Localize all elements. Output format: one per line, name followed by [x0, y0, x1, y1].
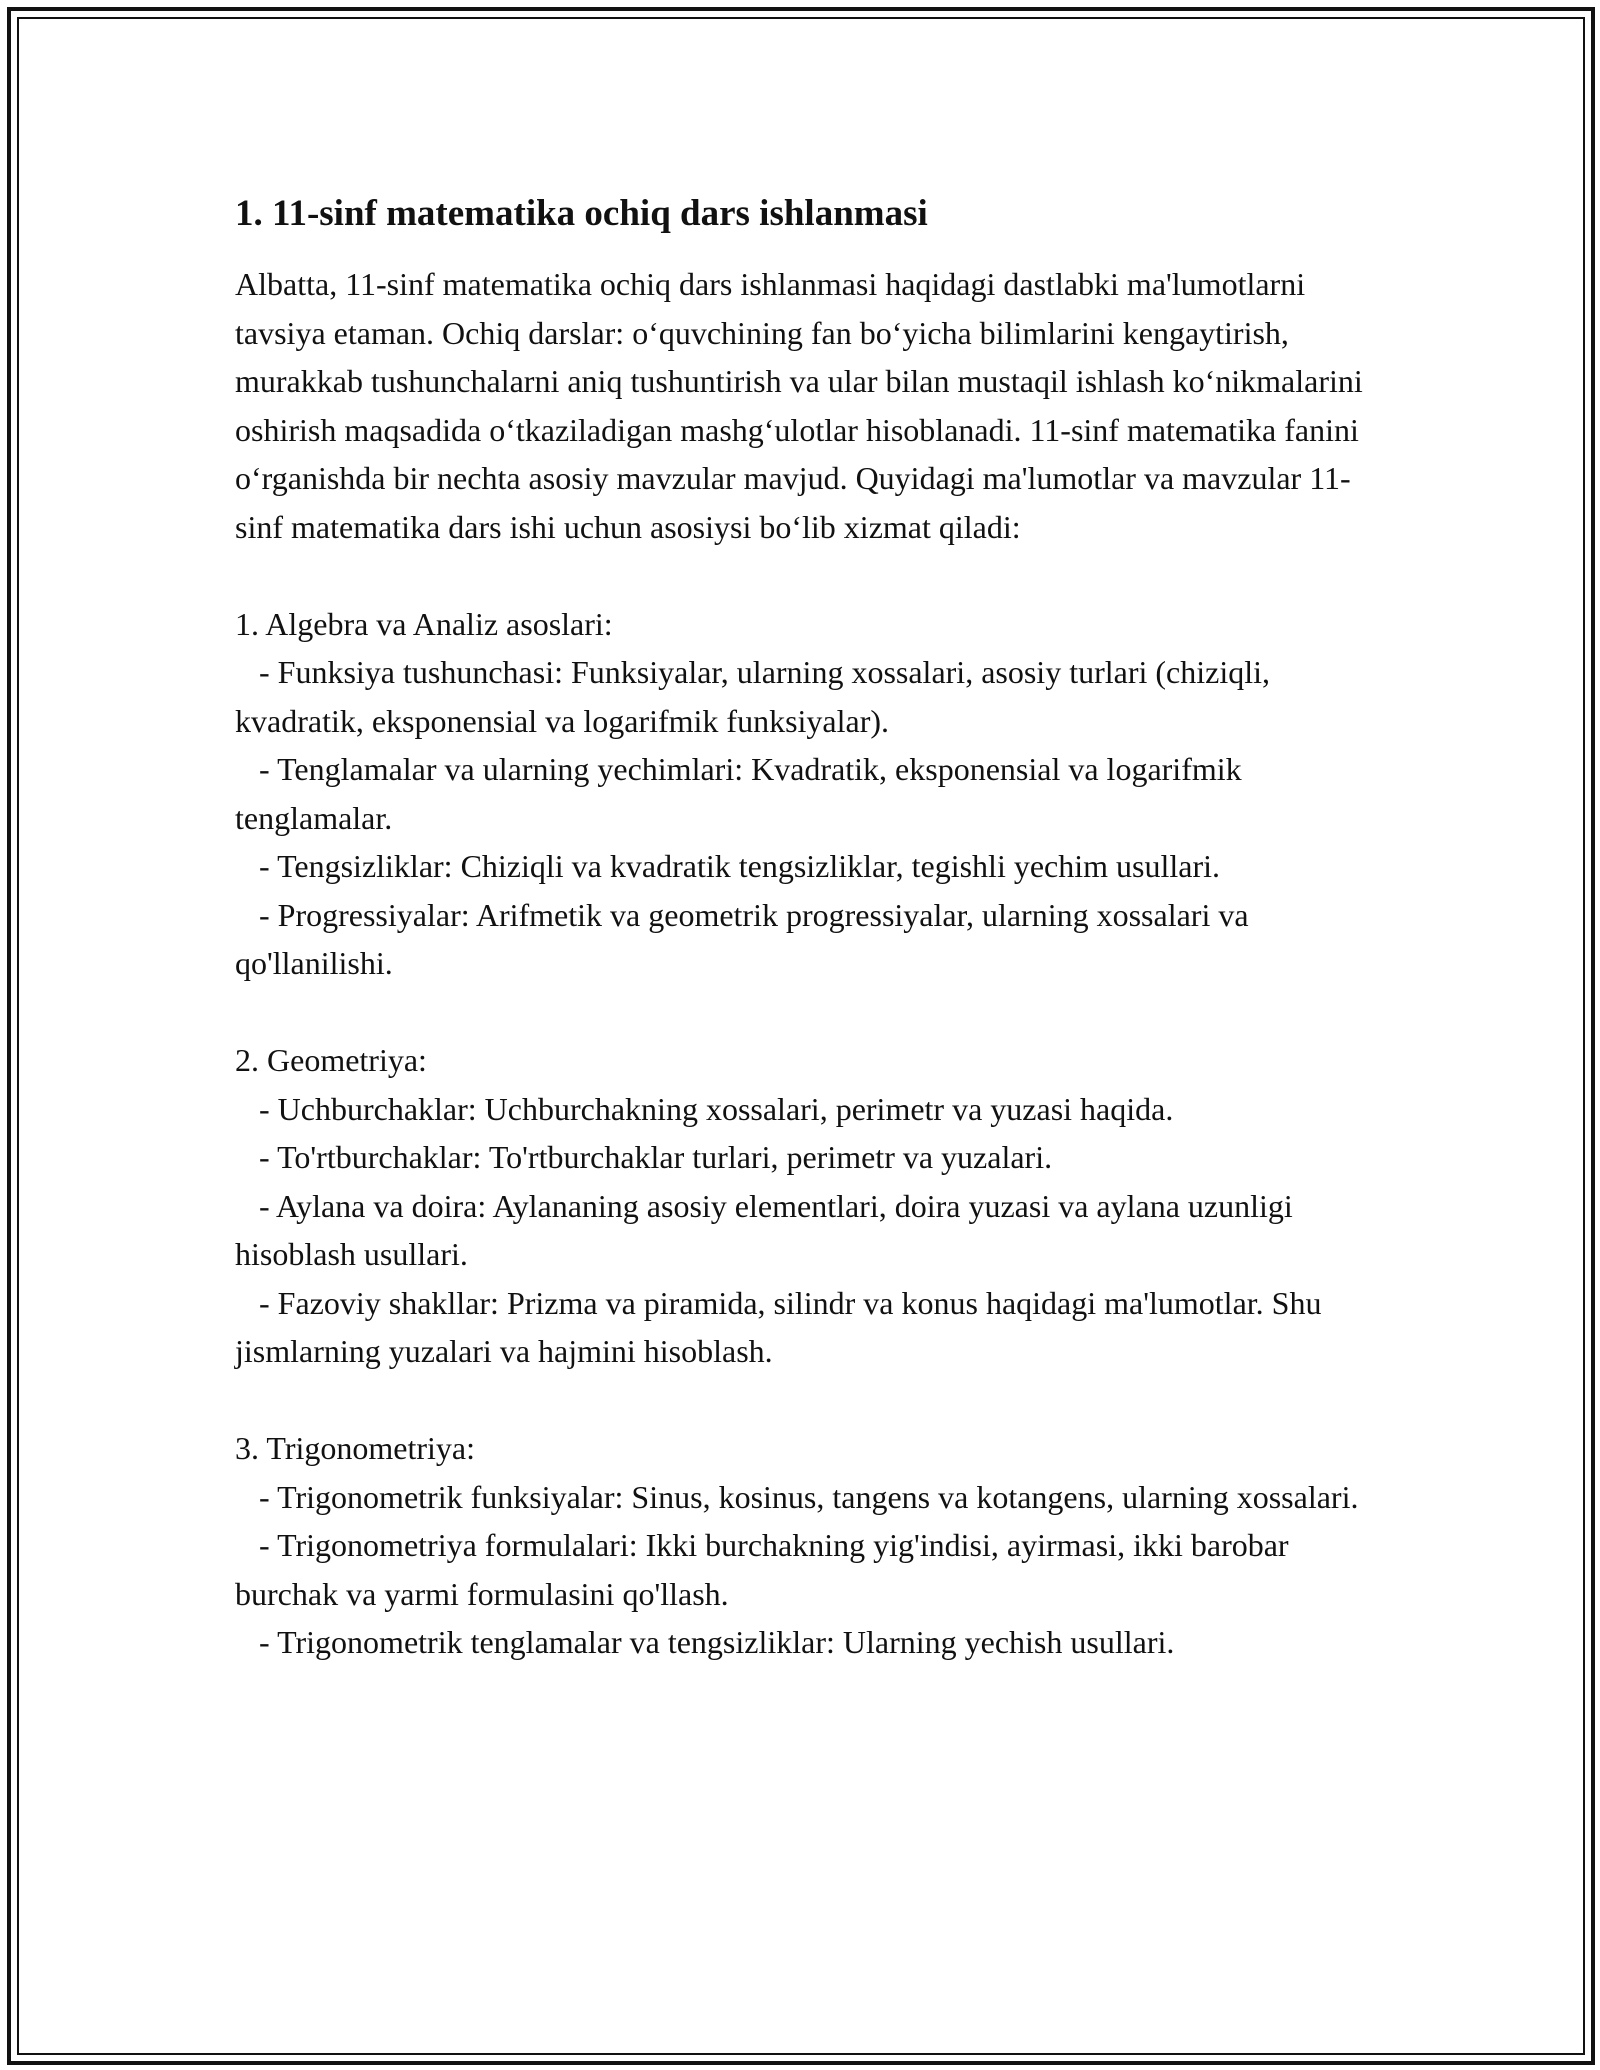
section-heading: 1. Algebra va Analiz asoslari:	[235, 605, 613, 642]
section-heading: 3. Trigonometriya:	[235, 1430, 476, 1466]
list-item: - Trigonometrik funksiyalar: Sinus, kosinus, tangens va kotangens, ularning xossalari.	[235, 1478, 1359, 1515]
list-item: - Trigonometriya formulalari: Ikki burchakning yig'indisi, ayirmasi, ikki barobar burchak va yarmi formulasini qo'llash.	[235, 1527, 1297, 1612]
intro-paragraph: Albatta, 11-sinf matematika ochiq dars ishlanmasi haqidagi dastlabki ma'lumotlarni tavsiya etaman. Ochiq darslar: o‘quvchining fan bo‘yicha bilimlarini kengaytirish, murakkab tushunchalarni aniq tushuntirish va ular bilan mustaqil ishlash ko‘nikmalarini oshirish maqsadida o‘tkaziladigan mashg‘ulotlar hisoblanadi. 11-sinf matematika fanini o‘rganishda bir nechta asosiy mavzular mavjud. Quyidagi ma'lumotlar va mavzular 11-sinf matematika dars ishi uchun asosiysi bo‘lib xizmat qiladi:	[235, 266, 1363, 545]
section-heading: 2. Geometriya:	[235, 1042, 427, 1078]
section-trigonometry	[235, 1424, 1365, 1667]
list-item: - Progressiyalar: Arifmetik va geometrik progressiyalar, ularning xossalari va qo'llanilishi.	[235, 896, 1257, 981]
list-item: - To'rtburchaklar: To'rtburchaklar turlari, perimetr va yuzalari.	[235, 1139, 1053, 1175]
list-item: - Aylana va doira: Aylananing asosiy elementlari, doira yuzasi va aylana uzunligi hisoblash usullari.	[235, 1187, 1301, 1272]
list-item: - Uchburchaklar: Uchburchakning xossalari, perimetr va yuzasi haqida.	[235, 1090, 1174, 1127]
document-body	[235, 190, 1365, 1667]
list-item: - Fazoviy shakllar: Prizma va piramida, silindr va konus haqidagi ma'lumotlar. Shu jismlarning yuzalari va hajmini hisoblash.	[235, 1284, 1330, 1369]
section-algebra	[235, 600, 1365, 988]
list-item: - Funksiya tushunchasi: Funksiyalar, ularning xossalari, asosiy turlari (chiziqli, kvadratik, eksponensial va logarifmik funksiyalar).	[235, 654, 1278, 739]
list-item: - Trigonometrik tenglamalar va tengsizliklar: Ularning yechish usullari.	[235, 1624, 1175, 1660]
document-title: 1. 11-sinf matematika ochiq dars ishlanmasi	[235, 193, 928, 234]
section-geometry	[235, 1036, 1365, 1376]
list-item: - Tenglamalar va ularning yechimlari: Kvadratik, eksponensial va logarifmik tenglamalar.	[235, 751, 1250, 836]
list-item: - Tengsizliklar: Chiziqli va kvadratik tengsizliklar, tegishli yechim usullari.	[235, 848, 1220, 884]
